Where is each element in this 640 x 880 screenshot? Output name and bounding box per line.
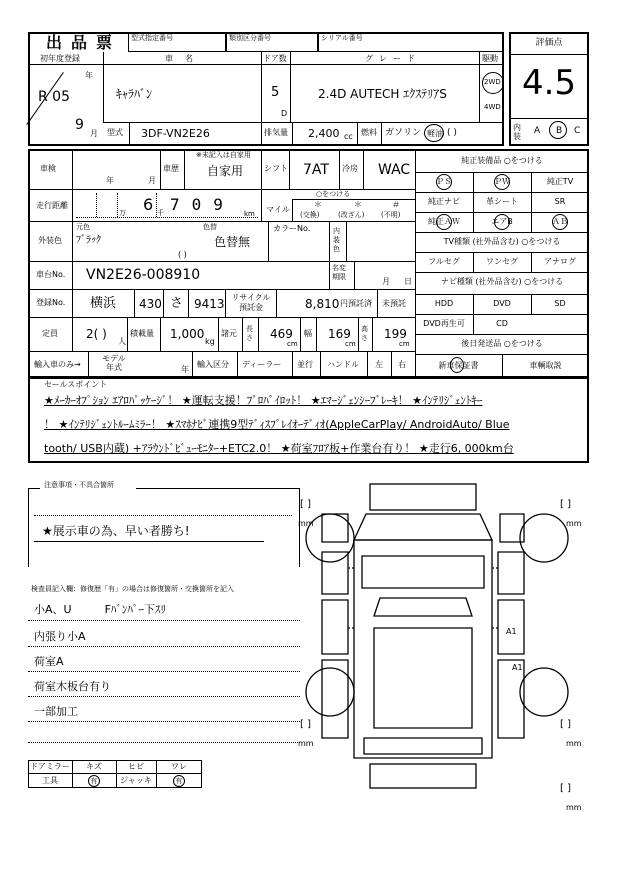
imp-v5 [320,351,321,378]
navi-dvd: DVD [493,299,511,308]
mm-br: mm [566,739,582,748]
height-value: 199 [384,327,407,341]
handle-label: ハンドル [327,360,359,369]
deadline-month: 月 [382,277,390,286]
row1-v2 [261,52,262,146]
equip-aw-circle [436,214,452,230]
capacity-value: 2( ) [86,327,107,341]
drive-4wd: 4WD [484,103,501,111]
star-label: ＊ [314,200,322,209]
tamper-star-label: ＊ [354,200,362,209]
manual-label: 車輌取説 [529,361,562,370]
cap-v8 [358,317,359,351]
unknown-label: (不明) [381,211,401,219]
ac-label: 冷房 [342,164,358,173]
load-unit: kg [205,337,215,346]
cap-v4 [242,317,243,351]
equip-airbag: エアB [491,217,513,226]
equip-tv: 純正TV [546,177,574,186]
color-no-v [268,221,269,261]
mileage-circle-note: ○をつける [316,190,351,198]
original-color: ﾌﾞﾗｯｸ [76,235,101,246]
score-divider [509,54,589,55]
row1-header-line [28,64,504,65]
mm-tl: mm [298,519,314,528]
height-unit: cm [399,340,410,348]
shift-v1 [261,149,262,189]
sales-label: セールスポイント [44,380,108,389]
fuel-bracket: ( ) [447,128,457,138]
model-year-label: モデル年式 [102,354,126,372]
chassis-value: VN2E26-008910 [86,267,201,283]
equip-aw: 純正ＡＷ [428,217,460,226]
equip-ps: ＰＳ [436,177,452,186]
namechange-v2 [354,261,355,289]
interior-color-v2 [346,221,347,261]
legend-door-mirror: ドアミラー [30,762,70,771]
reg-v4 [225,289,226,317]
eq-line-5 [415,272,589,273]
shift-value: 7AT [303,162,329,178]
equip-airbag-circle [494,214,510,230]
color-paren: ( ) [178,250,187,259]
equip-navi: 純正ナビ [428,197,460,206]
car-diagram [300,478,600,808]
first-reg-era: R 05 [38,89,70,105]
model-value: 3DF-VN2E26 [141,127,210,140]
eq-line-3 [415,232,589,233]
dvd-play: DVD再生可 [423,319,465,328]
model-label: 型式 [107,128,123,137]
eq-line-4 [415,252,589,253]
type-no-label: 型式指定番号 [131,34,173,42]
unit-km: km [244,210,255,218]
displacement-value: 2,400 [308,127,340,140]
imp-v4 [292,351,293,378]
history-v1 [160,149,161,189]
first-reg-month: 9 [75,117,84,133]
model-year-unit: 年 [181,365,189,374]
width-unit: cm [345,340,356,348]
insp-line-2 [28,646,300,647]
legend-tool: 工具 [42,776,58,785]
inspector-item-1: 小A、U Fﾊﾞﾝﾊﾟｰ下ｽﾘ [34,603,166,616]
reg-area: 横浜 [90,296,117,311]
ac-value: WAC [378,162,411,178]
unit-sen: 千 [157,209,164,217]
reg-v3 [188,289,189,317]
interior-b: B [556,126,563,136]
recycle-label: リサイクル預託金 [231,293,271,312]
score-label: 評価点 [535,38,563,48]
eq-line-1 [415,192,589,193]
row1-v1 [103,52,104,122]
namechange-v1 [329,261,330,289]
width-value: 169 [328,327,351,341]
reg-kana: さ [170,296,184,311]
ac-v1 [339,149,340,189]
eq-line-8 [415,334,589,335]
interior-a: A [534,126,541,136]
legend-tool-circle [88,775,100,787]
inspection-label: 車検 [40,164,56,173]
legend-crack: ヒビ [128,762,144,771]
sales-line-3: tooth/ USB内蔵) +ｱﾗｳﾝﾄﾞﾋﾞｭｰﾓﾆﾀｰ+ETC2.0！ ★荷室ﾌﾛｱ板+作業台有り！ ★走行6, 000km台 [44,442,514,455]
cap-v5 [258,317,259,351]
handle-right: 右 [398,360,406,369]
document-title: 出品票 [46,33,122,52]
color-no-label: カラーNo. [273,224,311,233]
reg-number: 9413 [194,297,225,311]
fuel-gas: ガソリン [385,128,422,138]
car-name: ｷｬﾗﾊﾞﾝ [116,87,153,101]
damage-mark-a1-upper: A1 [506,627,517,636]
doors-suffix: D [281,109,288,118]
capacity-unit: 人 [118,337,126,346]
eq-line-7 [415,314,589,315]
insp-v [72,149,73,317]
history-note: ※未記入は自家用 [196,151,251,159]
unit-man: 万 [119,209,126,217]
displacement-label: 排気量 [264,128,288,137]
legend-jack-yes: 有 [175,777,183,785]
capacity-label: 定員 [42,329,58,338]
mile-v2 [292,199,293,221]
shift-label: シフト [264,164,288,173]
drive-2wd: 2WD [484,78,501,86]
history-v2 [184,149,185,189]
interior-b-circle [549,121,567,139]
eq-line-6 [415,294,589,295]
grade-value: 2.4D AUTECH ｴｸｽﾃﾘｱS [318,87,447,101]
notes-label: 注意事項・不具合箇所 [44,481,114,489]
ac-v2 [363,149,364,189]
mm-tr: mm [566,519,582,528]
reg-label: 登録No. [36,298,66,307]
doors-value: 5 [271,85,280,100]
original-color-label: 元色 [76,223,90,231]
parallel-label: 並行 [297,360,313,369]
inspector-item-4: 荷室木板台有り [34,680,111,693]
sales-line-1: ★ﾒｰｶｰｵﾌﾟｼｮﾝ ｴｱﾛﾊﾟｯｹｰｼﾞ！ ★運転支援！ﾌﾟﾛﾊﾟｲﾛｯﾄ！ ★ｴﾏｰｼﾞｪﾝｼｰﾌﾞﾚｰｷ！ ★ｲﾝﾃﾘｼﾞｪﾝﾄｷｰ [44,394,483,407]
history-label: 車歴 [163,164,179,173]
tamper-label: (改ざん) [338,211,365,219]
legend-tool-yes: 有 [90,777,98,785]
import-type-label: 輸入区分 [197,360,229,369]
damage-mark-a1-lower: A1 [512,663,523,672]
imp-v1 [88,351,89,378]
tv-fullseg: フルセグ [428,257,460,266]
serial-label: シリアル番号 [321,34,363,42]
cap-v7 [316,317,317,351]
row1-bottom-line [103,122,504,123]
bracket-spare: [ ] [560,783,571,794]
cd-label: CD [496,319,508,328]
info-line-6 [28,351,415,352]
inspection-month: 月 [148,176,156,185]
equip-sr: SR [554,197,566,206]
first-reg-month-unit: 月 [90,129,98,138]
hash-label: ＃ [392,200,400,209]
width-label: 幅 [304,329,312,338]
bracket-br: [ ] [560,719,571,730]
cap-v9 [372,317,373,351]
equip-pw: ＰＷ [494,177,510,186]
length-value: 469 [270,327,293,341]
tv-title: TV種類 (社外品含む) ○をつける [443,237,561,246]
info-line-3 [28,261,415,262]
cap-v2 [160,317,161,351]
fuel-v2 [381,122,382,146]
info-line-1 [28,189,415,190]
shift-v2 [289,149,290,189]
inspector-item-3: 荷室A [34,655,64,668]
notes-line-1 [34,515,292,516]
imp-v2 [192,351,193,378]
handle-left: 左 [375,360,383,369]
row1-v4 [479,52,480,122]
first-reg-year-unit: 年 [85,71,93,80]
color-code-label: 色替 [203,223,217,231]
cap-v0 [72,317,73,351]
reg-v5 [276,289,277,317]
legend-jack: ジャッキ [120,776,152,785]
reg-v1 [134,289,135,317]
import-label: 輸入車のみ→ [34,360,81,369]
equip-ab: ＡＢ [552,217,568,226]
tv-analog: アナログ [544,257,576,266]
info-line-2 [28,221,415,222]
cap-v3 [218,317,219,351]
mileage-man: 6 [143,195,154,214]
imp-v7 [391,351,392,378]
mileage-label: 走行距離 [36,201,68,210]
navi-title: ナビ種類 (社外品含む) ○をつける [440,277,564,286]
history-value: 自家用 [207,164,244,178]
info-line-5 [28,317,415,318]
recycle-status-unpaid: 未預託 [382,299,406,308]
fuel-diesel-circle [424,124,444,142]
disp-v [292,122,293,146]
equip-pw-circle [494,174,510,190]
doors-label: ドア数 [263,54,287,63]
legend-mid [28,773,202,774]
warranty-circle [450,357,464,373]
bracket-tr: [ ] [560,499,571,510]
color-label: 外装色 [38,236,62,245]
imp-v6 [367,351,368,378]
first-reg-label: 初年度登録 [40,54,80,63]
fuel-diesel: 軽油 [427,129,443,138]
insp-line-1 [28,620,300,621]
inspector-item-2: 内張り小A [34,630,86,643]
bracket-bl: [ ] [300,719,311,730]
mm-spare: mm [566,803,582,812]
inspector-item-5: 一部加工 [34,705,78,718]
inspector-label: 検査員記入欄：修復歴「有」の場合は修復箇所・交換箇所を記入 [31,585,234,593]
load-label: 積載量 [130,329,154,338]
reg-class: 430 [139,297,162,311]
drive-label: 駆動 [482,54,498,63]
inspection-year: 年 [106,176,114,185]
exchange-label: (交換) [300,211,320,219]
interior-color-v1 [329,221,330,261]
grade-label: グレード [365,54,421,63]
navi-sd: SD [554,299,566,308]
mb1 [96,193,97,217]
recycle-status-paid: 円預託済 [340,299,372,308]
equip-ps-circle [436,174,452,190]
cap-v6 [300,317,301,351]
dealer-label: ディーラー [242,360,282,369]
row1-v3 [290,52,291,122]
equip-ab-circle [552,214,568,230]
info-line-4 [28,289,415,290]
eq-line-2 [415,212,589,213]
notes-line-2 [34,541,264,542]
later-title: 後日発送品 ○をつける [461,339,543,348]
length-unit: cm [287,340,298,348]
cap-v1 [127,317,128,351]
notes-text: ★展示車の為、早い者勝ち! [42,524,190,538]
length-label: 長さ [246,325,253,342]
equip-leather: 革シート [486,197,518,206]
insp-line-3 [28,671,300,672]
reg-v2 [163,289,164,317]
mileage-rest: 709 [170,195,235,214]
legend-break: ワレ [171,762,187,771]
color-change: 色替無 [214,235,251,249]
recycle-value: 8,810 [305,297,340,311]
deadline-day: 日 [404,277,412,286]
score-value: 4.5 [521,63,577,103]
model-v [129,122,130,146]
warranty-label: 新車保証書 [438,361,479,370]
name-label: 車名 [165,54,205,63]
fuel-v1 [357,122,358,146]
legend-scratch: キズ [86,762,102,771]
bracket-tl: [ ] [300,499,311,510]
tv-oneseg: ワンセグ [486,257,518,266]
mile-label: マイル [266,205,290,214]
interior-color-label: 内装色 [333,227,340,253]
mm-bl: mm [298,739,314,748]
displacement-unit: cc [344,132,353,141]
fuel-label: 燃料 [361,128,377,137]
class-no-label: 類別区分番号 [229,34,271,42]
imp-v3 [237,351,238,378]
mb2 [117,193,118,217]
sales-line-2: ！ ★ｲﾝﾃﾘｼﾞｪﾝﾄﾙｰﾑﾐﾗｰ！ ★ｽﾏﾎﾅﾋﾞ連携9型ﾃﾞｨｽﾌﾟﾚｲｵｰﾃﾞｨｵ(AppleCarPlay/ AndroidAuto/ Blue [44,418,510,431]
interior-c: C [574,126,581,136]
insp-line-4 [28,696,300,697]
equip-title: 純正装備品 ○をつける [461,156,543,165]
load-value: 1,000 [170,327,205,341]
navi-hdd: HDD [434,299,454,308]
interior-divider [509,118,589,119]
mile-v [261,189,262,221]
eq-line-0 [415,172,589,173]
size-label: 諸元 [221,329,237,338]
chassis-label: 車台No. [36,270,66,279]
height-label: 高さ [361,325,368,342]
legend-jack-circle [173,775,185,787]
interior-grade-label: 内装 [513,123,521,141]
insp-line-5 [28,721,300,722]
reg-v6 [377,289,378,317]
insp-line-6 [28,742,300,743]
name-change-label: 名変期限 [332,264,346,281]
